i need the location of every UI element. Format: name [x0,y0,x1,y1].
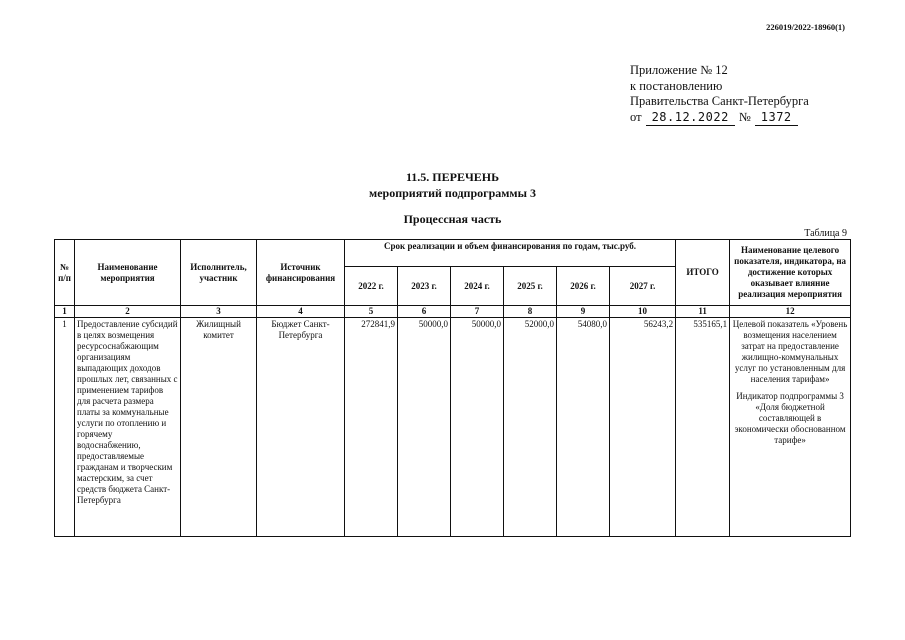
col-number: 12 [730,306,851,318]
decree-date: 28.12.2022 [646,110,735,127]
col-number: 7 [451,306,504,318]
col-number: 6 [398,306,451,318]
appendix-date-row [630,110,809,127]
header-row-1 [55,240,851,267]
from-label: от [630,109,642,124]
col-number: 5 [345,306,398,318]
header-year-2025: 2025 г. [504,267,557,306]
value-2022: 272841,9 [345,318,398,537]
measure-name: Предоставление субсидий в целях возмещения ресурсоснабжающим организациям выпадающих доходов прошлых лет, связанных с применением тарифов для расчета размера платы за коммунальные услуги по отоплению и горячему водоснабжению, предоставляемые гражданам и творческим мастерским, за счет средств бюджета Санкт-Петербурга [75,318,181,537]
value-2027: 56243,2 [610,318,676,537]
col-number: 11 [676,306,730,318]
subprogram-indicator: Индикатор подпрограммы 3 «Доля бюджетной составляющей в экономически обоснованном тарифе» [734,391,846,445]
header-year-2023: 2023 г. [398,267,451,306]
col-number: 2 [75,306,181,318]
number-label: № [738,109,751,124]
measures-table [54,239,851,537]
header-year-2022: 2022 г. [345,267,398,306]
column-number-row [55,306,851,318]
col-number: 8 [504,306,557,318]
list-subtitle: мероприятий подпрограммы 3 [369,186,536,200]
header-executor: Исполнитель, участник [181,240,257,306]
document-id: 226019/2022-18960(1) [766,22,845,32]
header-num: № п/п [55,240,75,306]
header-year-2027: 2027 г. [610,267,676,306]
col-number: 3 [181,306,257,318]
header-total: ИТОГО [676,240,730,306]
executor: Жилищный комитет [181,318,257,537]
header-year-2026: 2026 г. [557,267,610,306]
decree-number: 1372 [755,110,798,127]
col-number: 4 [257,306,345,318]
value-2026: 54080,0 [557,318,610,537]
header-period: Срок реализации и объем финансирования по годам, тыс.руб. [345,240,676,267]
value-2025: 52000,0 [504,318,557,537]
list-title: 11.5. ПЕРЕЧЕНЬ [405,170,500,184]
header-year-2024: 2024 г. [451,267,504,306]
value-total: 535165,1 [676,318,730,537]
appendix-line2: к постановлению [630,78,723,93]
appendix-block [630,63,809,126]
header-indicator: Наименование целевого показателя, индикатора, на достижение которых оказывает влияние реализация мероприятия [730,240,851,306]
value-2024: 50000,0 [451,318,504,537]
appendix-line1: Приложение № 12 [630,63,728,77]
row-number: 1 [55,318,75,537]
target-indicator: Целевой показатель «Уровень возмещения населением затрат на предоставление жилищно-коммунальных услуг по установленным для населения тарифам» [732,319,848,384]
section-title: Процессная часть [403,212,502,226]
col-number: 1 [55,306,75,318]
value-2023: 50000,0 [398,318,451,537]
table-row [55,318,851,537]
header-source: Источник финансирования [257,240,345,306]
appendix-line3: Правительства Санкт-Петербурга [630,94,809,108]
indicator-cell [730,318,851,537]
header-name: Наименование мероприятия [75,240,181,306]
table-caption: Таблица 9 [804,228,847,239]
funding-source: Бюджет Санкт-Петербурга [257,318,345,537]
col-number: 10 [610,306,676,318]
col-number: 9 [557,306,610,318]
